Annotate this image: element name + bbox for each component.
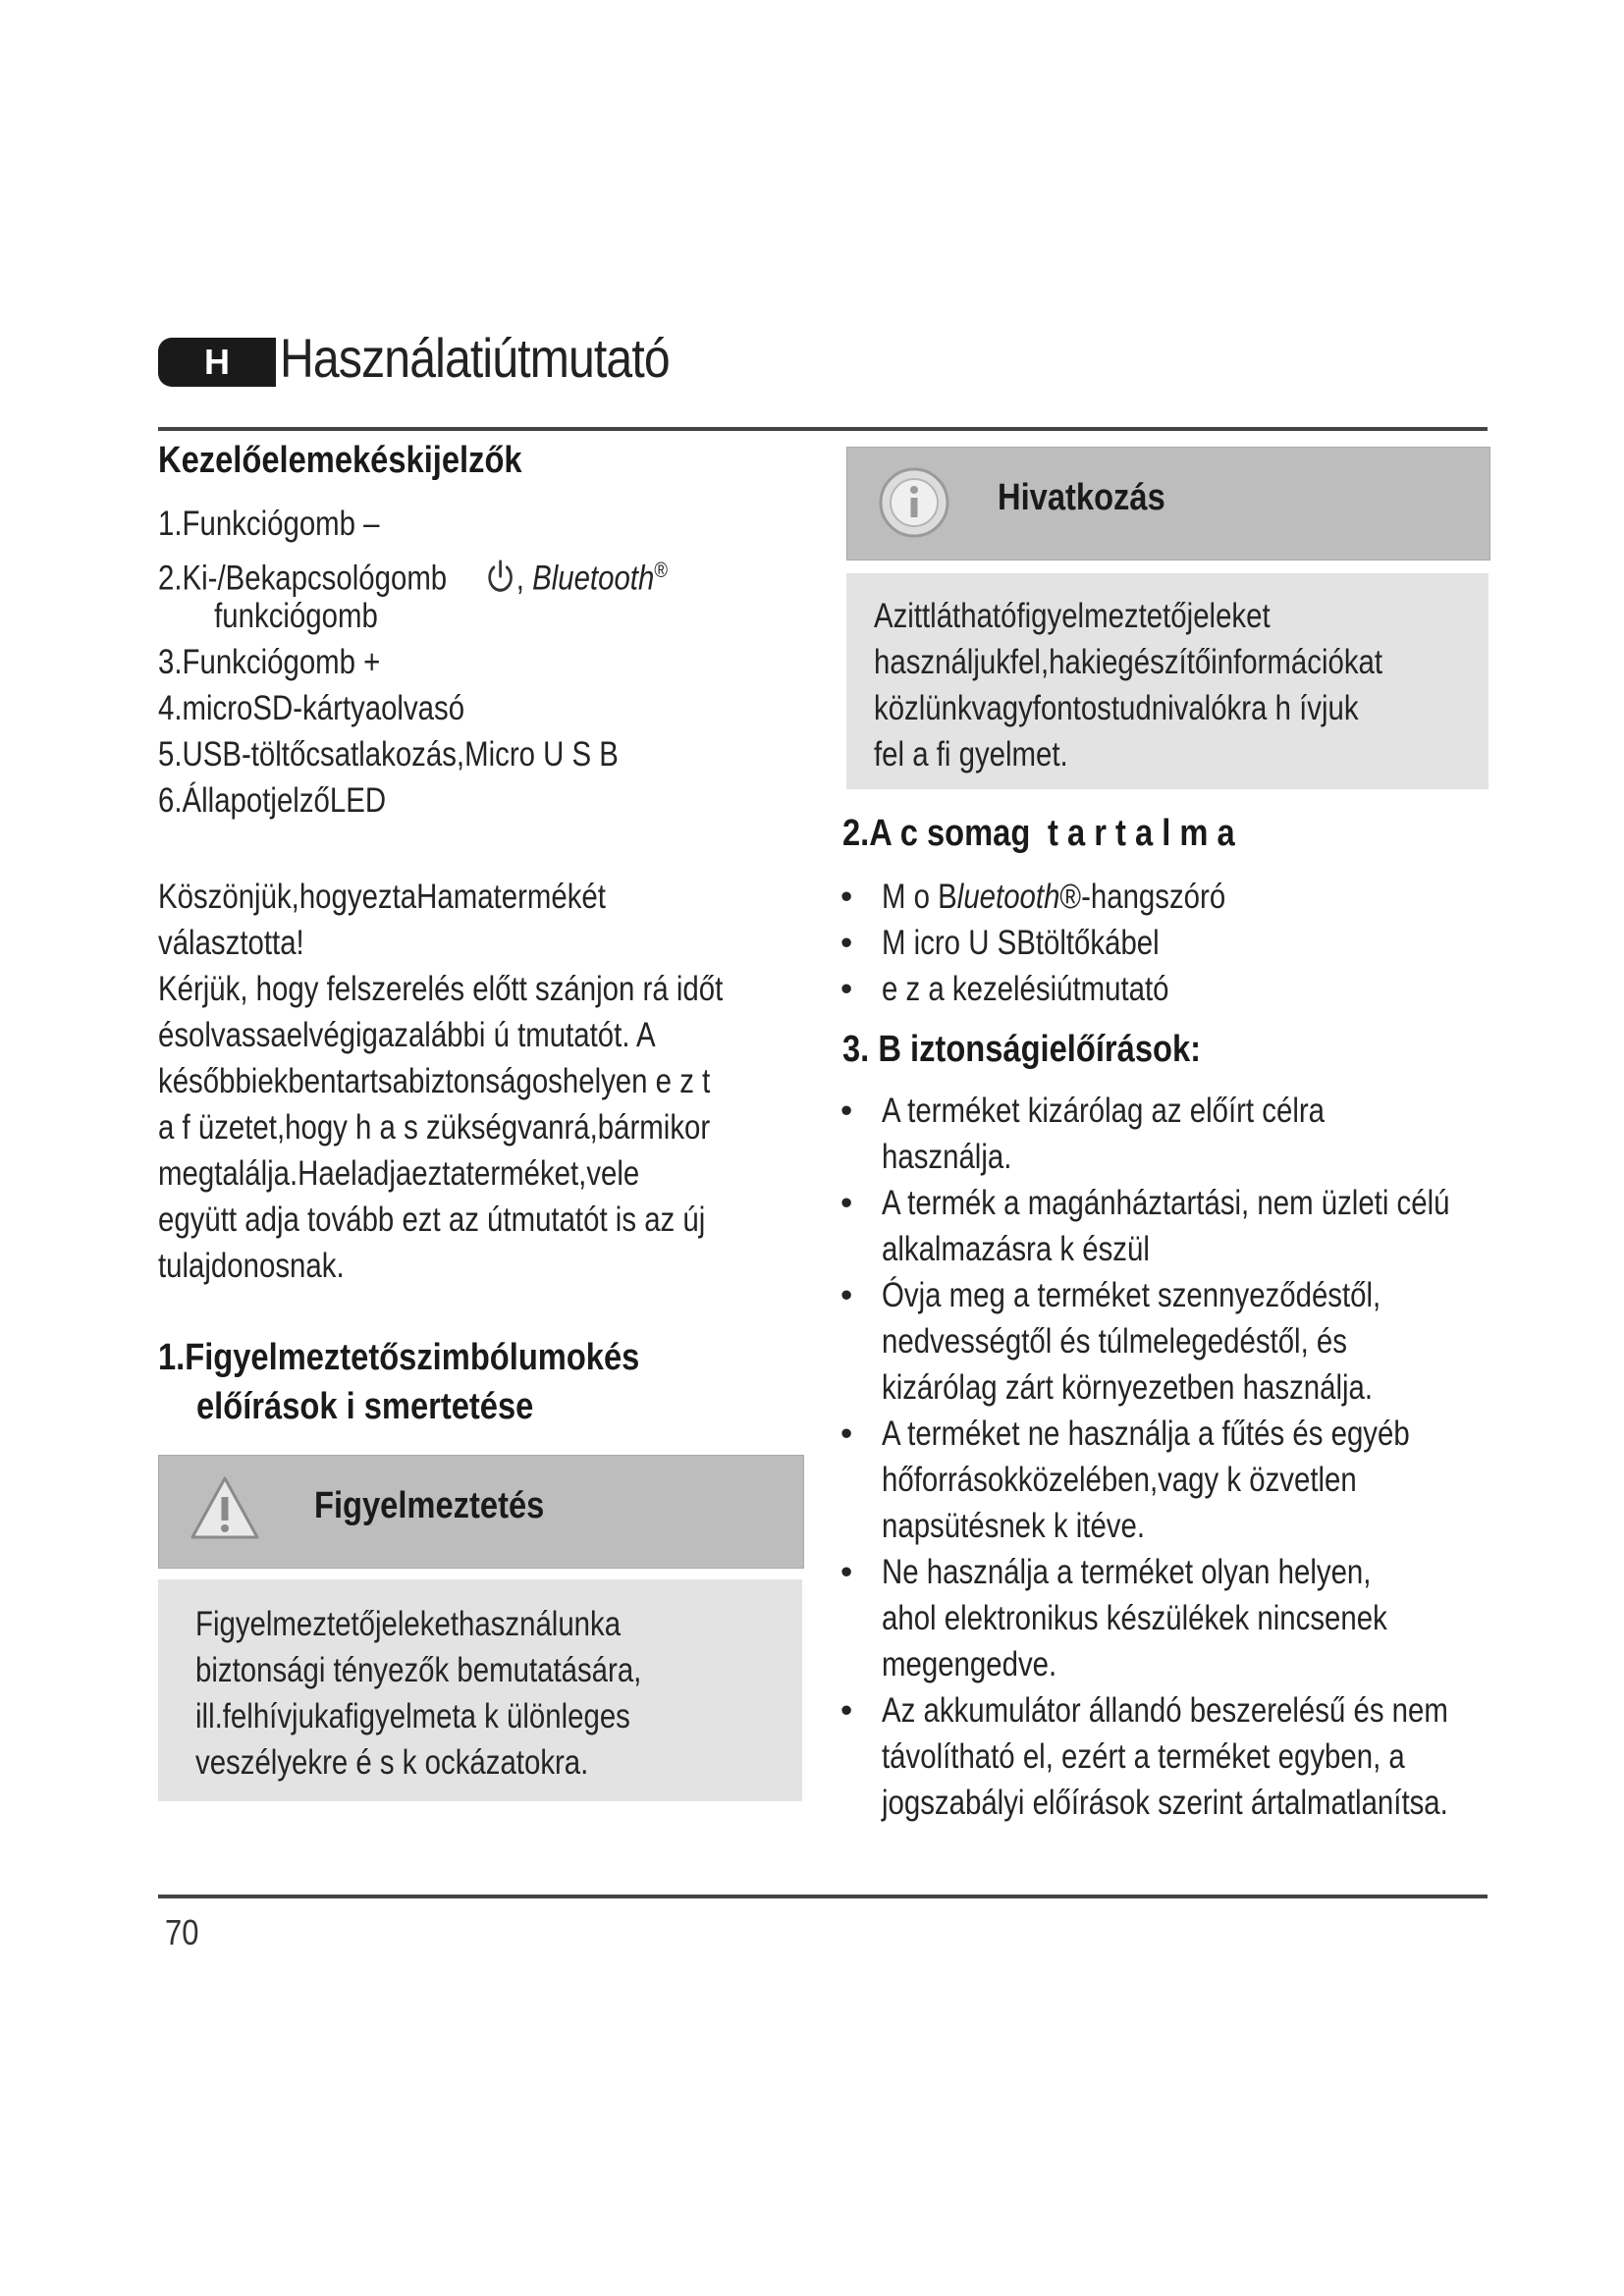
item-brand: luetooth [956,878,1060,916]
warning-box-body [158,1579,802,1801]
controls-item: 6.ÁllapotjelzőLED [158,781,387,820]
list-item: • Óvja meg a terméket szennyeződéstől, nedvességtől és túlmelegedéstől, és kizárólag zárt környezetben használja. [837,1272,1558,1411]
note-box-title: Hivatkozás [998,477,1165,518]
section1-heading: 1.Figyelmeztetőszimbólumokés [158,1337,640,1378]
warning-box-header [158,1455,804,1569]
intro-line: együtt adja tovább ezt az útmutatót is az új [158,1201,706,1239]
note-line: Azittláthatófigyelmeztetőjeleket [874,597,1271,635]
list-item [837,874,1291,920]
intro-text [158,874,831,1289]
warning-line: Figyelmeztetőjelekethasználunka [195,1605,622,1643]
section3-heading: 3. B iztonságielőírások: [842,1029,1202,1070]
list-item: • Ne használja a terméket olyan helyen, ahol elektronikus készülékek nincsenek megengedve. [837,1549,1558,1687]
section2-heading [842,813,1235,855]
warning-line: veszélyekre é s k ockázatokra. [195,1743,589,1782]
language-badge: H [158,338,276,387]
item-post: ®-hangszóró [1059,878,1226,916]
note-box-header [846,447,1490,561]
warning-line: ill.felhívjukafigyelmeta k ülönleges [195,1697,630,1735]
section2-heading-a: 2.A c somag [842,813,1031,854]
warning-line: biztonsági tényezők bemutatására, [195,1651,642,1689]
intro-line: Kérjük, hogy felszerelés előtt szánjon rá időt [158,970,724,1008]
item-pre: M o B [882,878,957,916]
controls-item [158,547,668,598]
controls-item: 4.microSD-kártyaolvasó [158,689,465,727]
intro-line: megtalálja.Haeladjaeztaterméket,vele [158,1154,640,1193]
list-item: • A terméket kizárólag az előírt célra használja. [837,1088,1558,1180]
header-rule [158,427,1488,431]
intro-line: Köszönjük,hogyeztaHamatermékét [158,878,606,916]
list-item: • Az akkumulátor állandó beszerelésű és nem távolítható el, ezért a terméket egyben, a jogszabályi előírások szerint ártalmatlanítsa. [837,1687,1558,1826]
controls-list [158,501,765,824]
controls-item-label: 2.Ki-/Bekapcsológomb [158,559,448,598]
intro-line: a f üzetet,hogy h a s zükségvanrá,bármikor [158,1108,711,1147]
list-item: • A termék a magánháztartási, nem üzleti célú alkalmazásra k észül [837,1180,1558,1272]
intro-line: későbbiekbentartsabiztonságoshelyen e z t [158,1062,711,1100]
controls-item: 5.USB-töltőcsatlakozás,Micro U S B [158,735,619,774]
note-box-body [846,573,1489,789]
controls-item: funkciógomb [214,597,378,635]
intro-line: választotta! [158,924,304,962]
list-item: • M icro U SBtöltőkábel [837,920,1291,966]
note-line: közlünkvagyfontostudnivalókra h ívjuk [874,689,1359,727]
info-icon [877,465,951,545]
list-item: • A terméket ne használja a fűtés és egyéb hőforrásokközelében,vagy k özvetlen napsütésnek k itéve. [837,1411,1558,1549]
list-item: • e z a kezelésiútmutató [837,966,1291,1012]
bluetooth-brand: Bluetooth [532,559,655,598]
intro-line: tulajdonosnak. [158,1247,345,1285]
page-number: 70 [165,1912,199,1952]
note-line: használjukfel,hakiegészítőinformációkat [874,643,1383,681]
warning-triangle-icon [189,1473,261,1547]
package-contents-list [837,874,1291,1012]
registered-mark: ® [654,558,668,582]
section1-heading-cont: előírások i smertetése [196,1386,534,1427]
controls-item-comma: , [515,559,524,598]
footer-rule [158,1895,1488,1898]
note-line: fel a fi gyelmet. [874,735,1068,774]
intro-line: ésolvassaelvégigazalábbi ú tmutatót. A [158,1016,656,1054]
controls-item: 3.Funkciógomb + [158,643,381,681]
warning-box-title: Figyelmeztetés [314,1485,545,1526]
section2-heading-b: t a r t a l m a [1047,813,1235,854]
safety-list [837,1088,1558,1826]
page-title: Használatiútmutató [280,327,670,389]
controls-item: 1.Funkciógomb – [158,505,380,543]
controls-heading: Kezelőelemekéskijelzők [158,440,522,481]
